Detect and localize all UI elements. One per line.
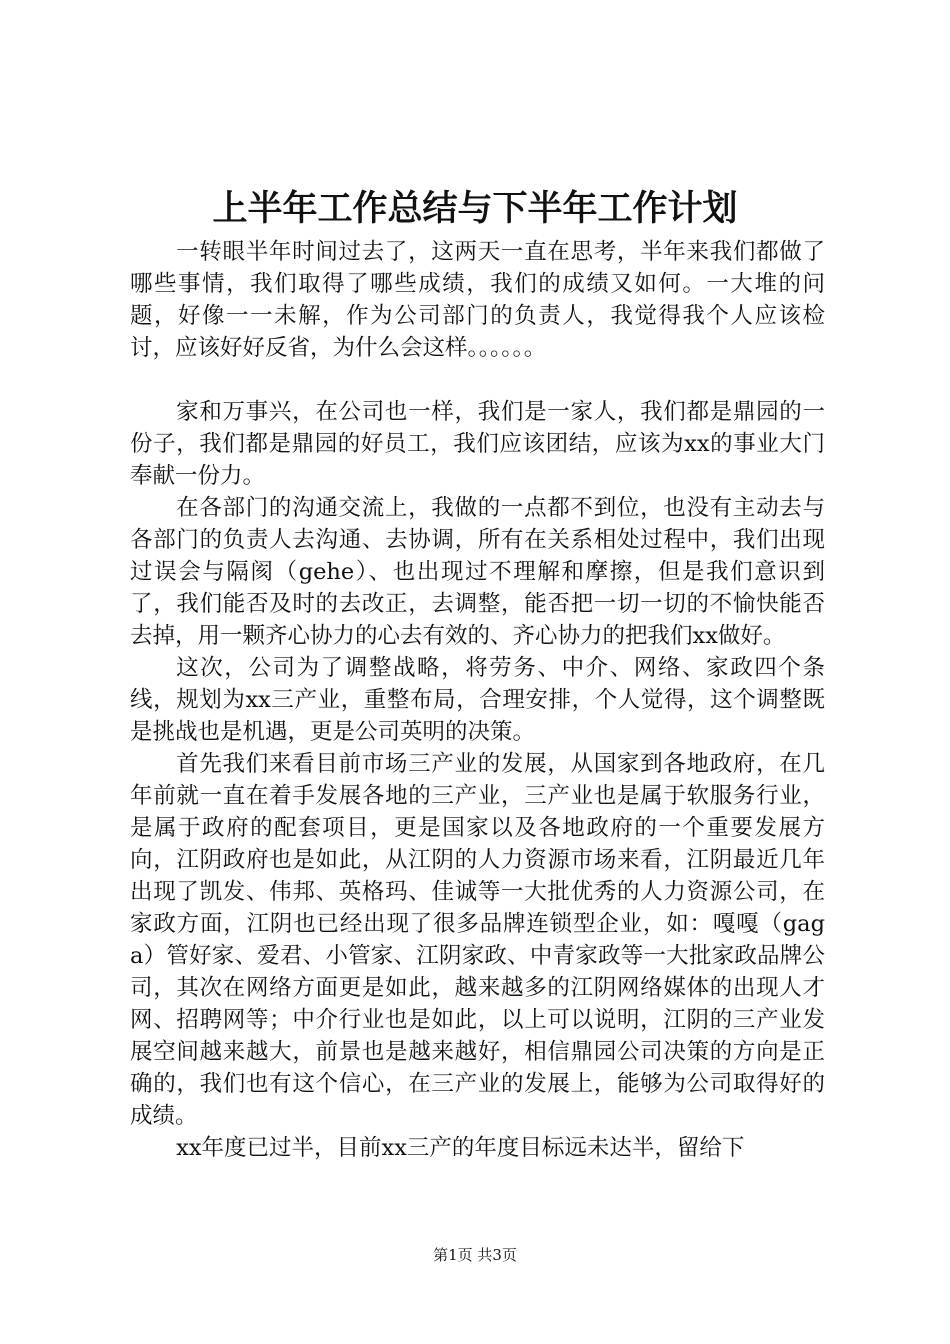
paragraph-strategy: 这次，公司为了调整战略，将劳务、中介、网络、家政四个条线，规划为xx三产业，重整布局，合理安排，个人觉得，这个调整既是挑战也是机遇，更是公司英明的决策。	[130, 655, 825, 745]
paragraph-annual-goal: xx年度已过半，目前xx三产的年度目标远未达半，留给下	[176, 1135, 745, 1161]
page-number: 第1页 共3页	[433, 1246, 517, 1264]
paragraph-intro: 一转眼半年时间过去了，这两天一直在思考，半年来我们都做了哪些事情，我们取得了哪些成绩，我们的成绩又如何。一大堆的问题，好像一一未解，作为公司部门的负责人，我觉得我个人应该检讨，应该好好反省，为什么会这样。。。。。。	[130, 239, 825, 361]
document-title: 上半年工作总结与下半年工作计划	[212, 188, 738, 229]
paragraph-market: 首先我们来看目前市场三产业的发展，从国家到各地政府，在几年前就一直在着手发展各地的三产业，三产业也是属于软服务行业，是属于政府的配套项目，更是国家以及各地政府的一个重要发展方向，江阴政府也是如此，从江阴的人力资源市场来看，江阴最近几年出现了凯发、伟邦、英格玛、佳诚等一大批优秀的人力资源公司，在家政方面，江阴也已经出现了很多品牌连锁型企业，如：嘎嘎（gaga）管好家、爱君、小管家、江阴家政、中青家政等一大批家政品牌公司，其次在网络方面更是如此，越来越多的江阴网络媒体的出现人才网、招聘网等；中介行业也是如此，以上可以说明，江阴的三产业发展空间越来越大，前景也是越来越好，相信鼎园公司决策的方向是正确的，我们也有这个信心，在三产业的发展上，能够为公司取得好的成绩。	[130, 751, 825, 1129]
paragraph-unity: 家和万事兴，在公司也一样，我们是一家人，我们都是鼎园的一份子，我们都是鼎园的好员工，我们应该团结，应该为xx的事业大门奉献一份力。	[130, 399, 825, 489]
document-body	[130, 236, 825, 1164]
paragraph-communication: 在各部门的沟通交流上，我做的一点都不到位，也没有主动去与各部门的负责人去沟通、去协调，所有在关系相处过程中，我们出现过误会与隔阂（gehe）、也出现过不理解和摩擦，但是我们意识到了，我们能否及时的去改正，去调整，能否把一切一切的不愉快能否去掉，用一颗齐心协力的心去有效的、齐心协力的把我们xx做好。	[130, 495, 825, 649]
paragraph-spacer	[130, 364, 825, 396]
